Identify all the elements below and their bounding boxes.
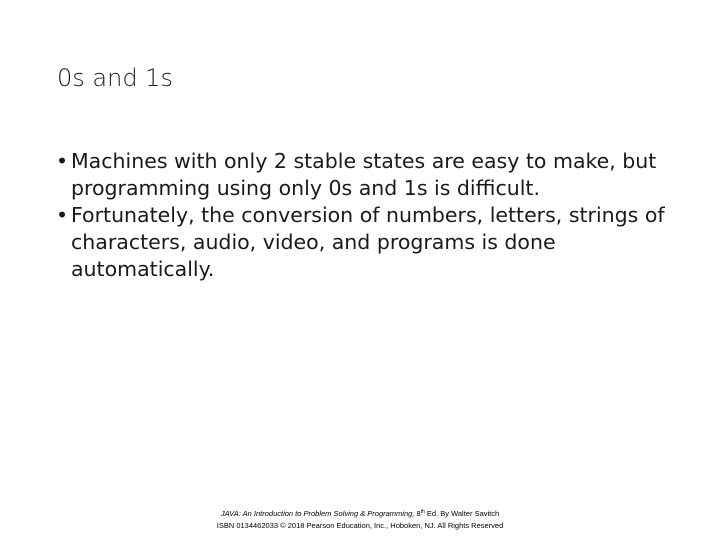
footer-edition-suffix: th	[420, 509, 425, 515]
bullet-text: Fortunately, the conversion of numbers, letters, strings of characters, audio, video, and programs is done automatically.	[71, 203, 665, 281]
footer-line-2: ISBN 0134462033 © 2018 Pearson Education, Inc., Hoboken, NJ. All Rights Reserved	[216, 521, 504, 530]
bullet-item	[56, 202, 676, 283]
footer-citation	[0, 508, 720, 532]
bullet-icon: •	[56, 203, 69, 227]
footer-edition-number: 8	[414, 509, 421, 518]
bullet-item	[56, 148, 676, 202]
slide-title: 0s and 1s	[57, 64, 173, 92]
bullet-icon: •	[56, 149, 69, 173]
bullet-list	[56, 148, 676, 283]
footer-edition-rest: Ed. By Walter Savitch	[424, 509, 500, 518]
bullet-text: Machines with only 2 stable states are easy to make, but programming using only 0s and 1s is difficult.	[71, 149, 657, 200]
footer-line-1	[0, 508, 720, 520]
footer-book-title: JAVA: An Introduction to Problem Solving & Programming,	[220, 509, 415, 518]
